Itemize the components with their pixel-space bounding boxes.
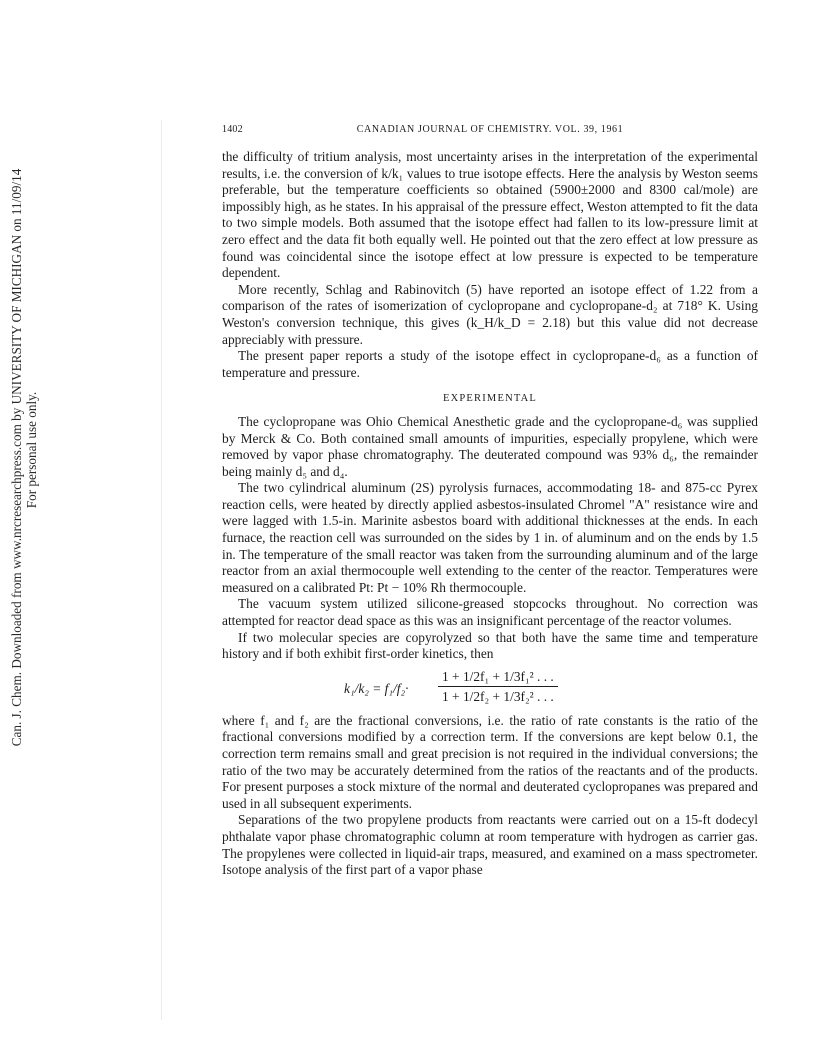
article-body bbox=[222, 149, 758, 879]
equation-numerator: 1 + 1/2f₁ + 1/3f₁² . . . bbox=[442, 668, 554, 684]
paragraph: The two cylindrical aluminum (2S) pyrolysis furnaces, accommodating 18- and 875-cc Pyrex reaction cells, were heated by directly applied asbestos-insulated Chromel "A" resistance wire and were lagged with 1.5-in. Marinite asbestos board with additional thicknesses at the ends. In each furnace, the reaction cell was surrounded on the sides by 1 in. of aluminum and on the ends by 1.5 in. The temperature of the small reactor was taken from the surrounding aluminum and of the large reactor from an axial thermocouple well extending to the center of the reactor. Temperatures were measured on a calibrated Pt: Pt − 10% Rh thermocouple. bbox=[222, 480, 758, 595]
paragraph: Separations of the two propylene products from reactants were carried out on a 15-ft dodecyl phthalate vapor phase chromatographic column at room temperature with hydrogen as carrier gas. The propylenes were collected in liquid-air traps, measured, and examined on a mass spectrometer. Isotope analysis of the first part of a vapor phase bbox=[222, 812, 758, 878]
equation-rate-ratio bbox=[222, 669, 758, 709]
paragraph: The vacuum system utilized silicone-greased stopcocks throughout. No correction was attempted for reactor dead space as this was an insignificant percentage of the reactor volumes. bbox=[222, 596, 758, 629]
scan-artifact-line bbox=[161, 120, 162, 1020]
section-heading: EXPERIMENTAL bbox=[442, 393, 538, 405]
paragraph: The cyclopropane was Ohio Chemical Anesthetic grade and the cyclopropane-d₆ was supplied by Merck & Co. Both contained small amounts of impurities, especially propylene, which were removed by vapor phase chromatography. The deuterated compound was 93% d₆, the remainder being mainly d₅ and d₄. bbox=[222, 413, 758, 479]
watermark-line-2: For personal use only. bbox=[24, 391, 39, 509]
journal-title: CANADIAN JOURNAL OF CHEMISTRY. VOL. 39, 1961 bbox=[356, 124, 624, 135]
equation-lhs: k₁/k₂ = f₁/f₂· bbox=[344, 680, 409, 696]
watermark-line-1: Can. J. Chem. Downloaded from www.nrcresearchpress.com by UNIVERSITY OF MICHIGAN on 11/09/14 bbox=[9, 168, 24, 747]
fraction-bar bbox=[438, 686, 558, 687]
paragraph: The present paper reports a study of the isotope effect in cyclopropane-d₆ as a function of temperature and pressure. bbox=[222, 348, 758, 380]
paragraph: where f₁ and f₂ are the fractional conversions, i.e. the ratio of rate constants is the ratio of the fractional conversions modified by a correction term. If the conversions are kept below 0.1, the correction term remains small and great precision is not required in the individual conversions; the ratio of the two may be accurately determined from the ratios of the reactants and of the products. For present purposes a stock mixture of the normal and deuterated cyclopropanes was prepared and used in all subsequent experiments. bbox=[222, 712, 758, 811]
download-watermark bbox=[2, 168, 46, 747]
equation-fraction bbox=[438, 669, 558, 706]
paragraph: If two molecular species are copyrolyzed so that both have the same time and temperature history and if both exhibit first-order kinetics, then bbox=[222, 629, 758, 662]
journal-page bbox=[222, 124, 758, 879]
running-header bbox=[222, 124, 758, 140]
equation-denominator: 1 + 1/2f₂ + 1/3f₂² . . . bbox=[442, 689, 554, 705]
page-number: 1402 bbox=[222, 124, 243, 135]
paragraph: the difficulty of tritium analysis, most uncertainty arises in the interpretation of the experimental results, i.e. the conversion of k/k₁ values to true isotope effects. Here the analysis by Weston seems preferable, but the temperature coefficients so obtained (5900±2000 and 8300 cal/mole) are impossibly high, as he states. In his appraisal of the pressure effect, Weston attempted to fit the data to two simple models. Both assumed that the isotope effect had fallen to its low-pressure limit at zero effect and the data fit both equally well. He pointed out that the zero effect at low pressure as found was coincidental since the isotope effect at low pressure is expected to be temperature dependent. bbox=[222, 149, 758, 281]
paragraph: More recently, Schlag and Rabinovitch (5) have reported an isotope effect of 1.22 from a comparison of the rates of isomerization of cyclopropane and cyclopropane-d₂ at 718° K. Using Weston's conversion technique, this gives (k_H/k_D = 2.18) but this value did not decrease appreciably with pressure. bbox=[222, 281, 758, 347]
